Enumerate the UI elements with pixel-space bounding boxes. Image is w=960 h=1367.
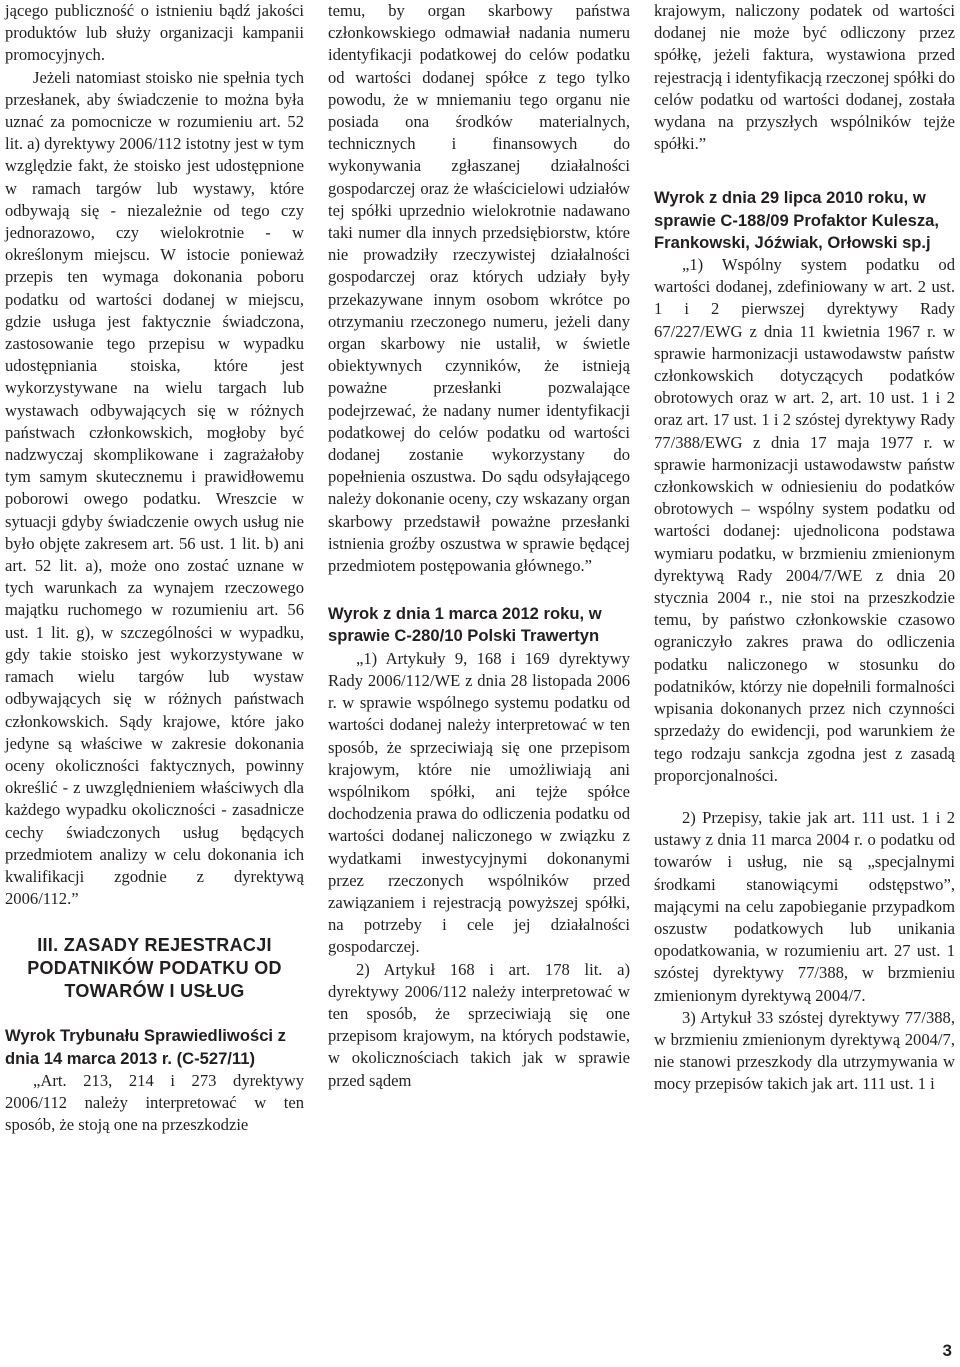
paragraph: „Art. 213, 214 i 273 dyrektywy 2006/112 należy interpretować w ten sposób, że stoją one na przeszkodzie — [5, 1070, 304, 1135]
column-middle — [328, 0, 630, 1092]
paragraph: Jeżeli natomiast stoisko nie spełnia tych przesłanek, aby świadczenie to można była uznać za pomocnicze w rozumieniu art. 52 lit. a) dyrektywy 2006/112 istotny jest w tym względzie fakt, że stoisko jest udostępnione w ramach targów lub wystawy, które odbywają się - niezależnie od tego czy jednorazowo, czy wielokrotnie - w określonym miejscu. W istocie ponieważ przepis ten wymaga dokonania poboru podatku od wartości dodanej w miejscu, gdzie usługa jest faktycznie świadczona, zastosowanie tego przepisu w wypadku udostępniania stoiska, które jest wykorzystywane na wielu targach lub wystawach odbywających się w różnych państwach członkowskich, mogłoby być nadzwyczaj skomplikowane i zagrażałoby tym samym skutecznemu i prawidłowemu poborowi owego podatku. Wreszcie w sytuacji gdyby świadczenie owych usług nie było objęte zakresem art. 56 ust. 1 lit. b) ani art. 52 lit. a), może ono zostać uznane w tych warunkach za wynajem rzeczowego majątku ruchomego w rozumieniu art. 56 ust. 1 lit. g), w szczególności w wypadku, gdy takie stoisko jest wykorzystywane w ramach wielu targów lub wystaw odbywających się w różnych państwach członkowskich. Sądy krajowe, które jako jedyne są właściwe w zakresie dokonania oceny okoliczności faktycznych, powinny określić - z uwzględnieniem właściwych dla każdego wypadku okoliczności - zasadnicze cechy świadczonych usług będących przedmiotem analizy w celu dokonania ich kwalifikacji zgodnie z dyrektywą 2006/112.” — [5, 67, 304, 909]
paragraph: 2) Przepisy, takie jak art. 111 ust. 1 i 2 ustawy z dnia 11 marca 2004 r. o podatku od towarów i usług, nie są „specjalnymi środkami stanowiącymi odstępstwo”, mającymi na celu zapobieganie przypadkom oszustw podatkowych lub unikania opodatkowania, w rozumieniu art. 27 ust. 1 szóstej dyrektywy 77/388, w brzmieniu zmienionym dyrektywą 2004/7. — [654, 807, 955, 1005]
paragraph: 3) Artykuł 33 szóstej dyrektywy 77/388, w brzmieniu zmienionym dyrektywą 2004/7, nie stanowi przeszkody dla utrzymywania w mocy przepisów takich jak art. 111 ust. 1 i — [654, 1007, 955, 1094]
column-right — [654, 0, 955, 1096]
paragraph: 2) Artykuł 168 i art. 178 lit. a) dyrektywy 2006/112 należy interpretować w ten sposób, że sprzeciwiają się one przepisom krajowym, na których podstawie, w okolicznościach takich jak w sprawie przed sądem — [328, 959, 630, 1090]
paragraph: „1) Wspólny system podatku od wartości dodanej, zdefiniowany w art. 2 ust. 1 i 2 pierwszej dyrektywy Rady 67/227/EWG z dnia 11 kwietnia 1967 r. w sprawie harmonizacji ustawodawstw państw członkowskich dotyczących podatków obrotowych oraz w art. 2, art. 10 ust. 1 i 2 oraz art. 17 ust. 1 i 2 szóstej dyrektywy Rady 77/388/EWG z dnia 17 maja 1977 r. w sprawie harmonizacji ustawodawstw państw członkowskich w odniesieniu do podatków obrotowych – wspólny system podatku od wartości dodanej: ujednolicona podstawa wymiaru podatku, w brzmieniu zmienionym dyrektywą Rady 2004/7/WE z dnia 20 stycznia 2004 r., nie stoi na przeszkodzie temu, by państwo członkowskie czasowo ograniczyło zakres prawa do odliczenia podatku naliczonego w stosunku do podatników, którzy nie dopełnili formalności wpisania dokonanych przez nich czynności sprzedaży do ewidencji, pod warunkiem że tego rodzaju sankcja zgodna jest z zasadą proporcjonalności. — [654, 255, 955, 785]
paragraph: krajowym, naliczony podatek od wartości dodanej nie może być odliczony przez spółkę, jeżeli faktura, wystawiona przed rejestracją i identyfikacją rzeczonej spółki do celów podatku od wartości dodanej, została wydana na przyszłych wspólników tejże spółki.” — [654, 1, 955, 154]
page-number: 3 — [942, 1341, 952, 1360]
paragraph: jącego publiczność o istnieniu bądź jakości produktów lub służy organizacji kampanii promocyjnych. — [5, 1, 304, 65]
ruling-heading: Wyrok z dnia 1 marca 2012 roku, w sprawie C-280/10 Polski Trawertyn — [328, 604, 602, 646]
ruling-heading: Wyrok z dnia 29 lipca 2010 roku, w sprawie C-188/09 Profaktor Kulesza, Frankowski, Jóźwiak, Orłowski sp.j — [654, 188, 939, 252]
paragraph: „1) Artykuły 9, 168 i 169 dyrektywy Rady 2006/112/WE z dnia 28 listopada 2006 r. w sprawie wspólnego systemu podatku od wartości dodanej należy interpretować w ten sposób, że sprzeciwiają się one przepisom krajowym, które nie umożliwiają ani wspólnikom spółki, ani tejże spółce dochodzenia prawa do odliczenia podatku od wartości dodanej naliczonego w związku z wydatkami inwestycyjnymi dokonanymi przez rzeczonych wspólników przed zawiązaniem i rejestracją powyższej spółki, na potrzeby i cele jej działalności gospodarczej. — [328, 648, 630, 957]
column-left — [5, 0, 304, 1136]
ruling-heading: Wyrok Trybunału Sprawiedliwości z dnia 14 marca 2013 r. (C-527/11) — [5, 1026, 286, 1068]
paragraph: temu, by organ skarbowy państwa członkowskiego odmawiał nadania numeru identyfikacji podatkowej do celów podatku od wartości dodanej spółce z tego tylko powodu, że w mniemaniu tego organu nie posiada ona środków materialnych, technicznych i finansowych do wykonywania zgłaszanej działalności gospodarczej oraz że właścicielowi udziałów tej spółki uprzednio wielokrotnie nadawano taki numer dla innych przedsiębiorstw, które nie prowadziły rzeczywistej działalności gospodarczej oraz których udziały były przekazywane innym osobom wkrótce po otrzymaniu rzeczonego numeru, jeżeli dany organ skarbowy nie ustalił, w świetle obiektywnych czynników, że istnieją poważne przesłanki pozwalające podejrzewać, że nadany numer identyfikacji podatkowej do celów podatku od wartości dodanej zostanie wykorzystany do popełnienia oszustwa. Do sądu odsyłającego należy dokonanie oceny, czy wskazany organ skarbowy przedstawił poważne przesłanki istnienia groźby oszustwa w sprawie będącej przedmiotem postępowania głównego.” — [328, 1, 630, 576]
section-heading: III. ZASADY REJESTRACJI PODATNIKÓW PODATKU OD TOWARÓW I USŁUG — [27, 935, 282, 1002]
